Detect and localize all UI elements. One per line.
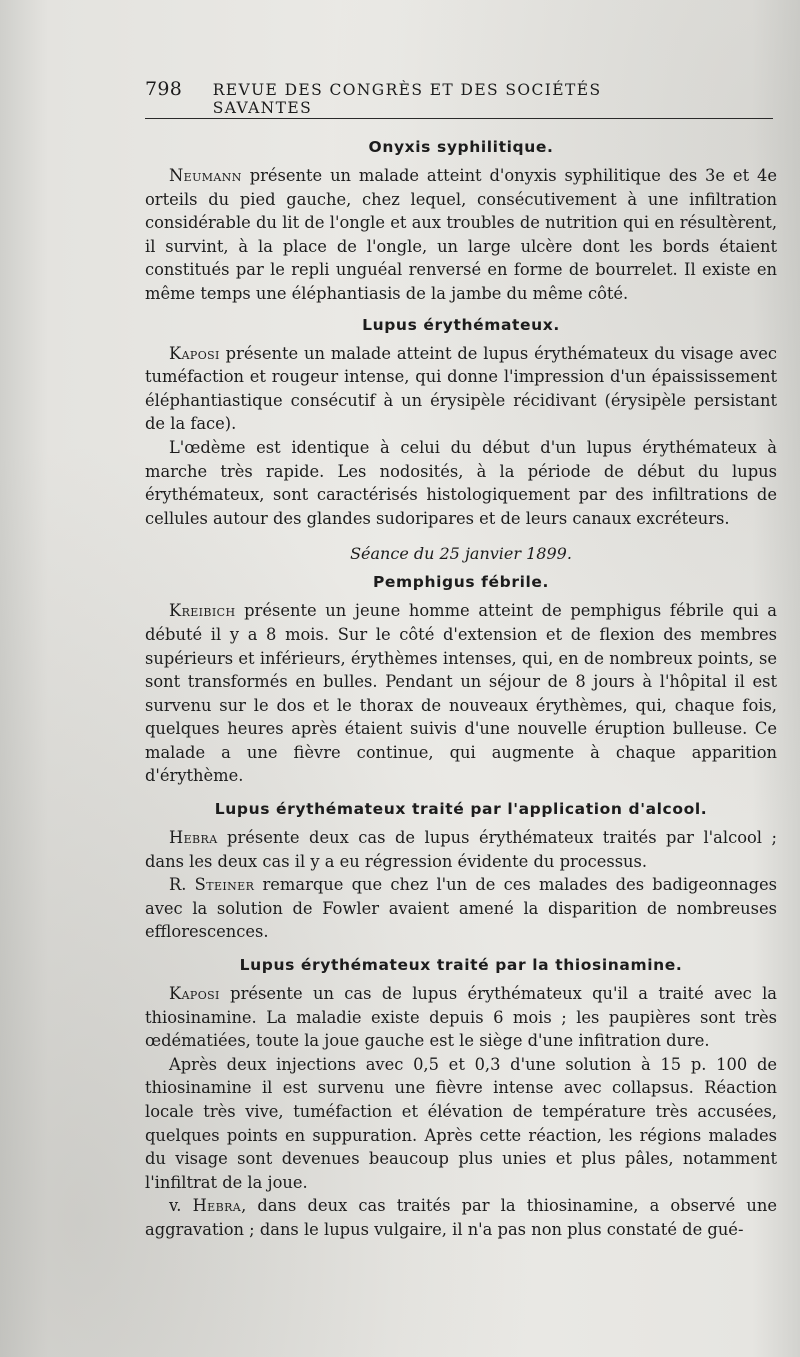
- paragraph-kaposi-1: [145, 342, 777, 436]
- author-name: Hebra: [169, 828, 218, 848]
- paragraph-v-hebra: [145, 1194, 777, 1241]
- section-title-onyxis: Onyxis syphilitique.: [368, 138, 554, 156]
- paragraph-neumann: [145, 164, 777, 306]
- author-name: Kaposi: [169, 984, 220, 1004]
- paragraph-text: présente deux cas de lupus érythémateux traités par l'alcool ; dans les deux cas il y a eu régression évidente du processus.: [145, 828, 777, 871]
- section-title-lupus-thiosinamine: Lupus érythémateux traité par la thiosinamine.: [239, 956, 683, 975]
- paragraph-injections: [145, 1053, 777, 1195]
- paragraph-text: présente un cas de lupus érythémateux qu'il a traité avec la thiosinamine. La maladie existe depuis 6 mois ; les paupières sont très œdématiées, toute la joue gauche est le siège d'une infitration dure.: [145, 984, 777, 1051]
- paragraph-text: présente un malade atteint d'onyxis syphilitique des 3e et 4e orteils du pied gauche, chez lequel, consécutivement à une infiltration considérable du lit de l'ongle et aux troubles de nutrition qui en résultèrent, il survint, à la place de l'ongle, un large ulcère dont les bords étaient constitués par le repli unguéal renversé en forme de bourrelet. Il existe en même temps une éléphantiasis de la jambe du même côté.: [145, 166, 777, 303]
- paragraph-text: présente un malade atteint de lupus érythémateux du visage avec tuméfaction et rougeur intense, qui donne l'impression d'un épaississement éléphantiastique consécutif à un érysipèle récidivant (érysipèle persistant de la face).: [145, 343, 777, 434]
- paragraph-text: L'œdème est identique à celui du début d'un lupus érythémateux à marche très rapide. Les nodosités, à la période de début du lupus érythémateux, sont caractérisés histologiquement par des infiltrations de cellules autour des glandes sudoripares et de leurs canaux excréteurs.: [145, 437, 777, 528]
- author-name: Kaposi: [169, 343, 220, 363]
- paragraph-text: , dans deux cas traités par la thiosinamine, a observé une aggravation ; dans le lupus vulgaire, il n'a pas non plus constaté de gué-: [145, 1196, 777, 1239]
- paragraph-text: Après deux injections avec 0,5 et 0,3 d'une solution à 15 p. 100 de thiosinamine il est survenu une fièvre intense avec collapsus. Réaction locale très vive, tuméfaction et élévation de température très accusées, quelques points en suppuration. Après cette réaction, les régions malades du visage sont devenues beaucoup plus unies et plus pâles, notamment l'infiltrat de la joue.: [145, 1054, 777, 1192]
- author-name: Neumann: [169, 166, 242, 185]
- paragraph-kreibich: [145, 599, 777, 788]
- running-head: REVUE DES CONGRÈS ET DES SOCIÉTÉS SAVANTES: [212, 81, 602, 117]
- paragraph-oedeme: [145, 436, 777, 530]
- paragraph-text: présente un jeune homme atteint de pemphigus fébrile qui a débuté il y a 8 mois. Sur le côté d'extension et de flexion des membres supérieurs et inférieurs, érythèmes intenses, qui, en de nombreux points, se sont transformés en bulles. Pendant un séjour de 8 jours à l'hôpital il est survenu sur le dos et le thorax de nouveaux érythèmes, qui, chaque fois, quelques heures après étaient suivis d'une nouvelle éruption bulleuse. Ce malade a une fièvre continue, qui augmente à chaque apparition d'érythème.: [145, 601, 777, 786]
- author-name: Hebra: [192, 1196, 242, 1216]
- page-header: [145, 78, 705, 117]
- author-name: Steiner: [194, 875, 255, 895]
- section-title-lupus-erythemateux: Lupus érythémateux.: [362, 315, 560, 334]
- paragraph-text: remarque que chez l'un de ces malades des badigeonnages avec la solution de Fowler avaient amené la disparition de nombreuses efflorescences.: [145, 875, 778, 942]
- paragraph-kaposi-2: [145, 982, 777, 1053]
- section-title-lupus-alcool: Lupus érythémateux traité par l'application d'alcool.: [214, 800, 708, 819]
- paragraph-hebra: [145, 826, 777, 873]
- seance-date: Séance du 25 janvier 1899.: [350, 544, 572, 564]
- author-name: Kreibich: [169, 601, 236, 621]
- page-number: 798: [145, 78, 183, 100]
- author-prefix: R.: [169, 875, 195, 895]
- page-body: [145, 138, 777, 1242]
- header-rule: [145, 118, 773, 119]
- paragraph-steiner: [145, 873, 777, 944]
- section-title-pemphigus: Pemphigus fébrile.: [372, 573, 550, 592]
- author-prefix: v.: [169, 1196, 193, 1216]
